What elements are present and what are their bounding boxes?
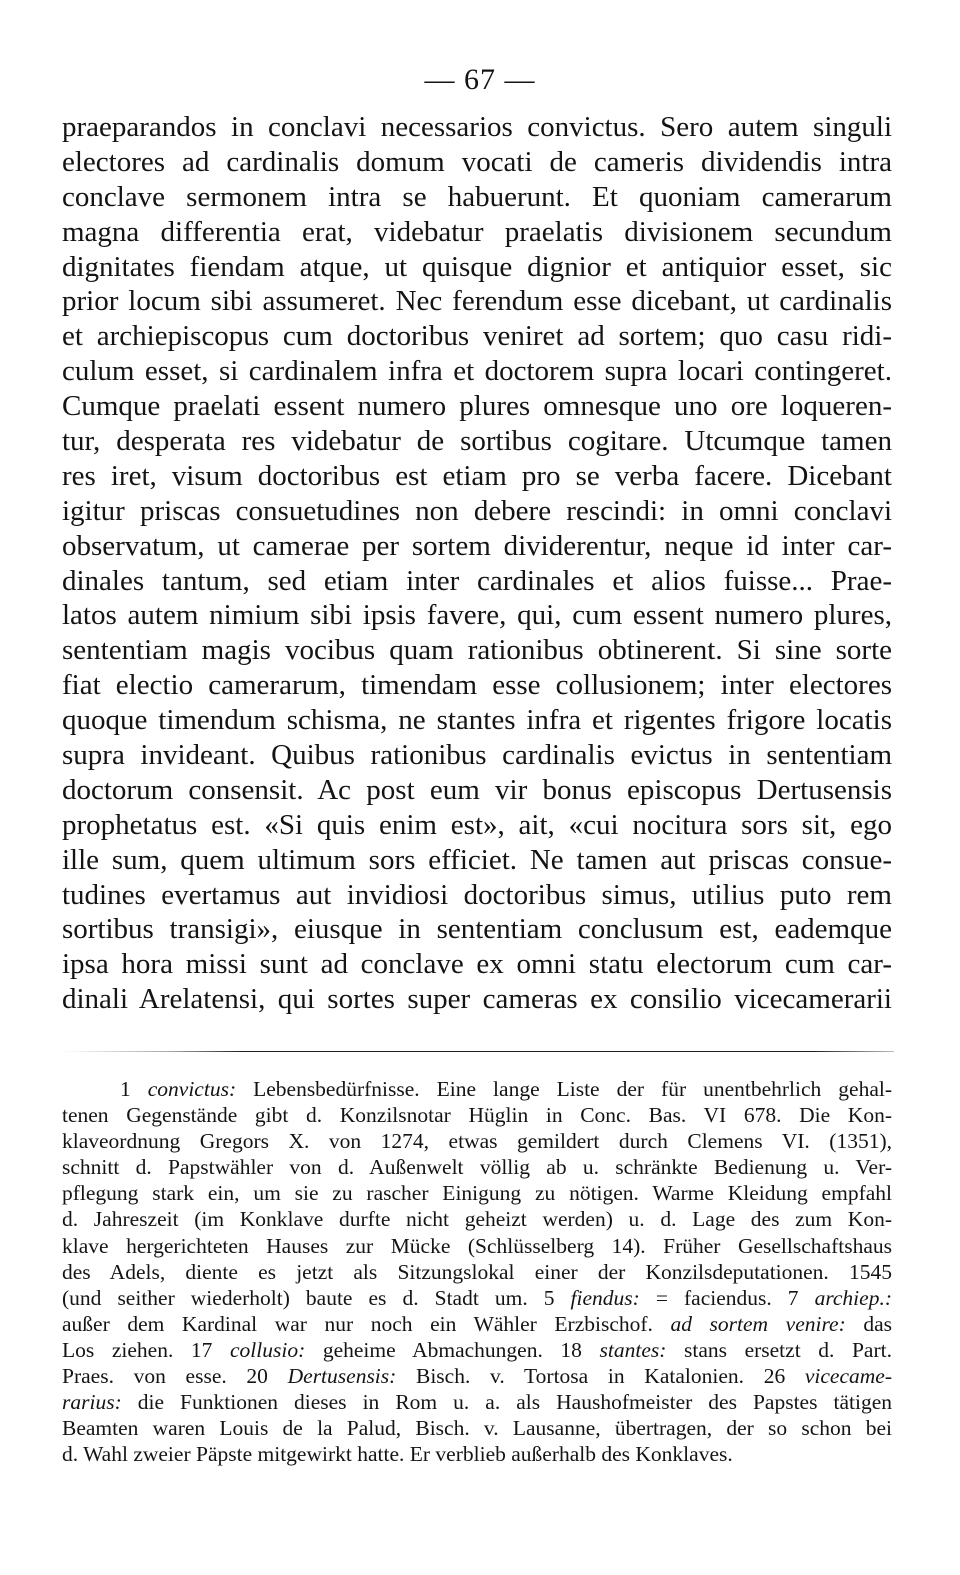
footnote-text: die Funktionen dieses in Rom u. a. als Haushofmeister des Papstes tätigen xyxy=(121,1390,892,1415)
footnote-lemma: ad sortem venire: xyxy=(670,1311,846,1336)
text-line: sortibus transigi», eiusque in sententiam conclusum est, eademque xyxy=(62,913,892,946)
footnote-lemma: archiep.: xyxy=(814,1285,892,1310)
footnote-line xyxy=(62,1102,892,1128)
text-line: ipsa hora missi sunt ad conclave ex omni statu electorum cum car- xyxy=(62,948,892,981)
footnote-line xyxy=(62,1154,892,1180)
footnote-text: pflegung stark ein, um sie zu rascher Einigung zu nötigen. Warme Kleidung empfahl xyxy=(62,1181,892,1206)
footnote-line xyxy=(62,1180,892,1206)
footnote-text: tenen Gegenstände gibt d. Konzilsnotar Hüglin in Conc. Bas. VI 678. Die Kon- xyxy=(62,1103,892,1128)
text-line: Cumque praelati essent numero plures omnesque uno ore loqueren- xyxy=(62,390,892,423)
footnote-line xyxy=(62,1311,892,1337)
footnote-text: (und seither wiederholt) baute es d. Stadt um. 5 xyxy=(62,1285,571,1310)
footnote-line xyxy=(62,1363,892,1389)
footnote-line xyxy=(62,1389,892,1415)
text-line: praeparandos in conclavi necessarios convictus. Sero autem singuli xyxy=(62,111,892,143)
footnote-text: Los ziehen. 17 xyxy=(62,1337,230,1362)
footnote-lemma: vicecame- xyxy=(804,1364,892,1389)
text-line: igitur priscas consuetudines non debere rescindi: in omni conclavi xyxy=(62,494,892,527)
text-line: ille sum, quem ultimum sors efficiet. Ne tamen aut priscas consue- xyxy=(62,843,892,876)
footnote-text: das xyxy=(845,1311,892,1336)
text-line: quoque timendum schisma, ne stantes infra et rigentes frigore locatis xyxy=(62,704,892,737)
text-line: et archiepiscopus cum doctoribus veniret ad sortem; quo casu ridi- xyxy=(62,320,892,353)
text-line: tudines evertamus aut invidiosi doctoribus simus, utilius puto rem xyxy=(62,878,892,911)
footnote-text: schnitt d. Papstwähler von d. Außenwelt völlig ab u. schränkte Bedienung u. Ver- xyxy=(62,1155,892,1180)
footnote-text: 1 xyxy=(120,1077,148,1101)
text-line: dinali Arelatensi, qui sortes super cameras ex consilio vicecamerarii xyxy=(62,983,892,1016)
footnote-line xyxy=(62,1206,892,1232)
text-line: conclave sermonem intra se habuerunt. Et quoniam camerarum xyxy=(62,180,892,213)
footnote-lemma: fiendus: xyxy=(570,1285,640,1310)
footnote-lemma: rarius: xyxy=(62,1390,122,1415)
footnote-lemma: convictus: xyxy=(147,1077,237,1101)
footnote-text: geheime Abmachungen. 18 xyxy=(305,1337,600,1362)
footnote-line xyxy=(62,1076,892,1102)
footnote-text: klave hergerichteten Hauses zur Mücke (Schlüsselberg 14). Früher Gesellschaftshaus xyxy=(62,1233,892,1258)
text-line: sententiam magis vocibus quam rationibus obtinerent. Si sine sorte xyxy=(62,634,892,667)
text-line: prophetatus est. «Si quis enim est», ait, «cui nocitura sors sit, ego xyxy=(62,808,892,841)
text-line: supra invideant. Quibus rationibus cardinalis evictus in sententiam xyxy=(62,739,892,772)
text-line: dignitates fiendam atque, ut quisque dignior et antiquior esset, sic xyxy=(62,250,892,283)
footnote-lemma: collusio: xyxy=(230,1337,306,1362)
footnote-separator-rule xyxy=(62,1047,894,1057)
text-line: doctorum consensit. Ac post eum vir bonus episcopus Dertusensis xyxy=(62,773,892,806)
footnote-line xyxy=(62,1259,892,1285)
footnote-text: = faciendus. 7 xyxy=(639,1285,815,1310)
footnote-text: d. Wahl zweier Päpste mitgewirkt hatte. Er verblieb außerhalb des Konklaves. xyxy=(62,1442,733,1467)
text-line: fiat electio camerarum, timendam esse collusionem; inter electores xyxy=(62,669,892,702)
footnote-line xyxy=(62,1441,892,1467)
main-text xyxy=(62,110,892,1017)
footnote-text: Beamten waren Louis de la Palud, Bisch. v. Lausanne, übertragen, der so schon bei xyxy=(62,1416,892,1441)
text-line: dinales tantum, sed etiam inter cardinales et alios fuisse... Prae- xyxy=(62,564,892,597)
footnote-line xyxy=(62,1128,892,1154)
footnote-line xyxy=(62,1337,892,1363)
text-line: magna differentia erat, videbatur praelatis divisionem secundum xyxy=(62,215,892,248)
text-line: observatum, ut camerae per sortem dividerentur, neque id inter car- xyxy=(62,529,892,562)
page-number: — 67 — xyxy=(424,63,536,96)
footnote-lemma: Dertusensis: xyxy=(287,1364,397,1389)
footnote-line xyxy=(62,1415,892,1441)
footnote-text: Praes. von esse. 20 xyxy=(62,1364,288,1389)
text-line: latos autem nimium sibi ipsis favere, qui, cum essent numero plures, xyxy=(62,599,892,632)
footnote-text: außer dem Kardinal war nur noch ein Wähler Erzbischof. xyxy=(62,1311,671,1336)
text-line: res iret, visum doctoribus est etiam pro se verba facere. Dicebant xyxy=(62,459,892,492)
footnote-text: d. Jahreszeit (im Konklave durfte nicht geheizt werden) u. d. Lage des zum Kon- xyxy=(62,1207,892,1232)
footnote-text: Bisch. v. Tortosa in Katalonien. 26 xyxy=(396,1364,805,1389)
text-line: electores ad cardinalis domum vocati de cameris dividendis intra xyxy=(62,145,892,178)
footnote-text: klaveordnung Gregors X. von 1274, etwas gemildert durch Clemens VI. (1351), xyxy=(62,1129,892,1154)
footnote-text: Lebensbedürfnisse. Eine lange Liste der für unentbehrlich gehal- xyxy=(236,1077,893,1101)
text-line: culum esset, si cardinalem infra et doctorem supra locari contingeret. xyxy=(62,355,892,388)
text-line: tur, desperata res videbatur de sortibus cogitare. Utcumque tamen xyxy=(62,425,892,458)
footnote-lemma: stantes: xyxy=(599,1337,667,1362)
footnote-line xyxy=(62,1233,892,1259)
text-line: prior locum sibi assumeret. Nec ferendum esse dicebant, ut cardinalis xyxy=(62,285,892,318)
footnote-text: des Adels, diente es jetzt als Sitzungslokal einer der Konzilsdeputationen. 1545 xyxy=(62,1259,892,1284)
footnote-text: stans ersetzt d. Part. xyxy=(666,1337,892,1362)
footnote-line xyxy=(62,1285,892,1311)
footnotes xyxy=(62,1076,892,1467)
